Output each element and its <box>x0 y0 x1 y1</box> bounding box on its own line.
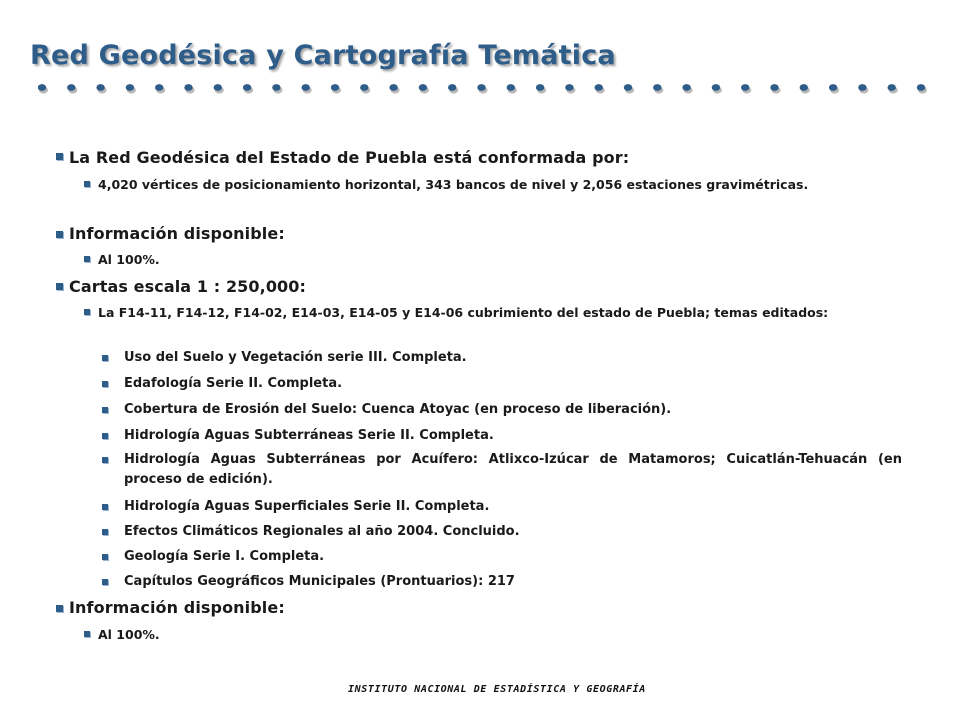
bullet-text: Cobertura de Erosión del Suelo: Cuenca Atoyac (en proceso de liberación). <box>124 402 672 417</box>
divider-dot <box>507 84 515 91</box>
divider-dot <box>389 84 397 91</box>
divider-dot <box>38 84 46 91</box>
bullet-text: Edafología Serie II. Completa. <box>124 376 343 391</box>
bullet-square-icon <box>56 605 63 612</box>
divider-dot <box>917 84 925 91</box>
bullet-square-icon <box>102 381 108 387</box>
bullet-text: Geología Serie I. Completa. <box>124 549 325 564</box>
bullet-text: Al 100%. <box>98 627 160 642</box>
bullet-text: Hidrología Aguas Superficiales Serie II. Completa. <box>124 499 490 514</box>
bullet-square-icon <box>56 283 63 290</box>
bullet-text: Efectos Climáticos Regionales al año 2004. Concluido. <box>124 524 520 539</box>
divider-dot <box>360 84 368 91</box>
divider-dot <box>302 84 310 91</box>
bullet-text: Capítulos Geográficos Municipales (Prontuarios): 217 <box>124 574 515 589</box>
bullet-text: Hidrología Aguas Subterráneas Serie II. Completa. <box>124 428 494 443</box>
divider-dot <box>624 84 632 91</box>
divider-dot <box>565 84 573 91</box>
divider-dot <box>96 84 104 91</box>
divider-dot <box>214 84 222 91</box>
bullet-square-icon <box>102 579 108 585</box>
divider-dot <box>682 84 690 91</box>
bullet-square-icon <box>102 457 108 463</box>
divider-dot <box>448 84 456 91</box>
bullet-square-icon <box>84 309 90 315</box>
divider-dot <box>800 84 808 91</box>
bullet-square-icon <box>102 554 108 560</box>
divider-dot <box>272 84 280 91</box>
bullet-text: 4,020 vértices de posicionamiento horizontal, 343 bancos de nivel y 2,056 estaciones gravimétricas. <box>98 177 809 192</box>
divider-dot <box>67 84 75 91</box>
divider-dot <box>653 84 661 91</box>
divider-dot <box>858 84 866 91</box>
bullet-text: Hidrología Aguas Subterráneas por Acuífero: Atlixco-Izúcar de Matamoros; Cuicatlán-Tehuacán (en proceso de edición). <box>124 452 902 487</box>
bullet-square-icon <box>56 153 63 160</box>
bullet-square-icon <box>102 407 108 413</box>
divider-dot <box>888 84 896 91</box>
bullet-square-icon <box>84 256 90 262</box>
divider-dot <box>419 84 427 91</box>
dot-divider <box>38 78 928 98</box>
footer-institution: INSTITUTO NACIONAL DE ESTADÍSTICA Y GEOGRAFÍA <box>348 684 646 695</box>
divider-dot <box>829 84 837 91</box>
bullet-text: Al 100%. <box>98 252 160 267</box>
bullet-square-icon <box>102 504 108 510</box>
slide-title: Red Geodésica y Cartografía Temática <box>30 40 616 71</box>
divider-dot <box>477 84 485 91</box>
divider-dot <box>243 84 251 91</box>
bullet-square-icon <box>84 631 90 637</box>
divider-dot <box>155 84 163 91</box>
divider-dot <box>712 84 720 91</box>
bullet-text: Información disponible: <box>69 598 285 617</box>
bullet-text: Cartas escala 1 : 250,000: <box>69 277 307 296</box>
bullet-text: Información disponible: <box>69 224 285 243</box>
divider-dot <box>184 84 192 91</box>
divider-dot <box>595 84 603 91</box>
bullet-square-icon <box>102 433 108 439</box>
bullet-square-icon <box>102 529 108 535</box>
bullet-square-icon <box>102 355 108 361</box>
bullet-text: La Red Geodésica del Estado de Puebla está conformada por: <box>69 148 630 167</box>
divider-dot <box>770 84 778 91</box>
divider-dot <box>126 84 134 91</box>
divider-dot <box>536 84 544 91</box>
bullet-text: La F14-11, F14-12, F14-02, E14-03, E14-05 y E14-06 cubrimiento del estado de Puebla; temas editados: <box>98 305 829 320</box>
bullet-square-icon <box>56 231 63 238</box>
divider-dot <box>741 84 749 91</box>
bullet-square-icon <box>84 181 90 187</box>
divider-dot <box>331 84 339 91</box>
bullet-text: Uso del Suelo y Vegetación serie III. Completa. <box>124 350 467 365</box>
